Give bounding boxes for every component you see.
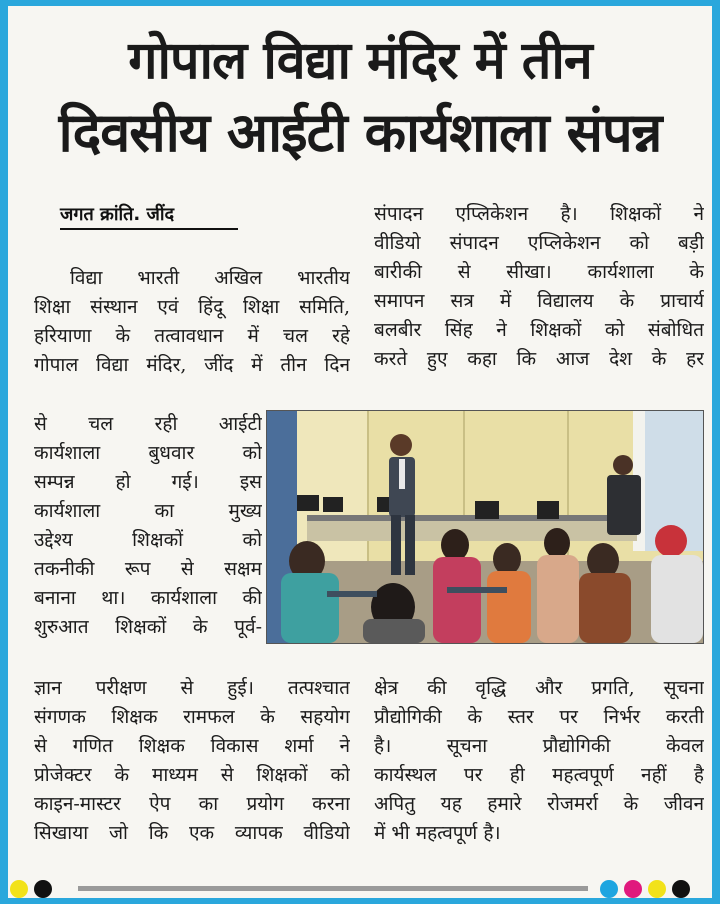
text-line: बलबीर सिंह ने शिक्षकों को संबोधित <box>374 319 704 341</box>
left-column-top <box>34 264 350 380</box>
text-line: से गणित शिक्षक विकास शर्मा ने <box>34 735 350 757</box>
text-line: सिखाया जो कि एक व्यापक वीडियो <box>34 822 350 844</box>
text-line: में भी महत्वपूर्ण है। <box>374 822 501 844</box>
headline-line-2: दिवसीय आईटी कार्यशाला संपन्न <box>58 101 662 164</box>
text-line: कार्यशाला बुधवार को <box>34 442 262 464</box>
left-column-bottom <box>34 674 350 848</box>
text-line: तकनीकी रूप से सक्षम <box>34 558 262 580</box>
text-line: से चल रही आईटी <box>34 413 262 435</box>
registration-dot-black <box>672 880 690 898</box>
headline-line-1: गोपाल विद्या मंदिर में तीन <box>128 31 592 91</box>
dateline: जगत क्रांति. जींद <box>60 202 238 230</box>
right-column-top <box>374 200 704 374</box>
text-line: उद्देश्य शिक्षकों को <box>34 529 262 551</box>
text-line: करते हुए कहा कि आज देश के हर <box>374 348 704 370</box>
text-line: काइन-मास्टर ऐप का प्रयोग करना <box>34 793 350 815</box>
workshop-photo <box>266 410 704 644</box>
text-line: बनाना था। कार्यशाला की <box>34 587 262 609</box>
text-line: कार्यशाला का मुख्य <box>34 500 262 522</box>
text-line: ज्ञान परीक्षण से हुई। तत्पश्चात <box>34 677 350 699</box>
left-column-wrap <box>34 410 262 642</box>
text-line: शिक्षा संस्थान एवं हिंदू शिक्षा समिति, <box>34 296 350 318</box>
registration-dot-cyan <box>600 880 618 898</box>
text-line: है। सूचना प्रौद्योगिकी केवल <box>374 735 704 757</box>
right-column-bottom <box>374 674 704 848</box>
print-registration-bar <box>8 878 712 898</box>
registration-dot-magenta <box>624 880 642 898</box>
text-line: शुरुआत शिक्षकों के पूर्व- <box>34 616 262 638</box>
text-line: प्रोजेक्टर के माध्यम से शिक्षकों को <box>34 764 350 786</box>
registration-dot-yellow <box>648 880 666 898</box>
text-line: संगणक शिक्षक रामफल के सहयोग <box>34 706 350 728</box>
text-line: प्रौद्योगिकी के स्तर पर निर्भर करती <box>374 706 704 728</box>
text-line: अपितु यह हमारे रोजमर्रा के जीवन <box>374 793 704 815</box>
text-line: विद्या भारती अखिल भारतीय <box>70 267 350 289</box>
text-line: वीडियो संपादन एप्लिकेशन को बड़ी <box>374 232 704 254</box>
text-line: समापन सत्र में विद्यालय के प्राचार्य <box>374 290 704 312</box>
text-line: सम्पन्न हो गई। इस <box>34 471 262 493</box>
text-line: गोपाल विद्या मंदिर, जींद में तीन दिन <box>34 354 350 376</box>
text-line: हरियाणा के तत्वावधान में चल रहे <box>34 325 350 347</box>
registration-dot-yellow <box>10 880 28 898</box>
registration-line <box>78 886 588 891</box>
text-line: क्षेत्र की वृद्धि और प्रगति, सूचना <box>374 677 704 699</box>
registration-dot-black <box>34 880 52 898</box>
workshop-photo-illustration <box>267 411 703 643</box>
text-line: बारीकी से सीखा। कार्यशाला के <box>374 261 704 283</box>
text-line: कार्यस्थल पर ही महत्वपूर्ण नहीं है <box>374 764 704 786</box>
newspaper-clipping <box>8 6 712 898</box>
text-line: संपादन एप्लिकेशन है। शिक्षकों ने <box>374 203 704 225</box>
